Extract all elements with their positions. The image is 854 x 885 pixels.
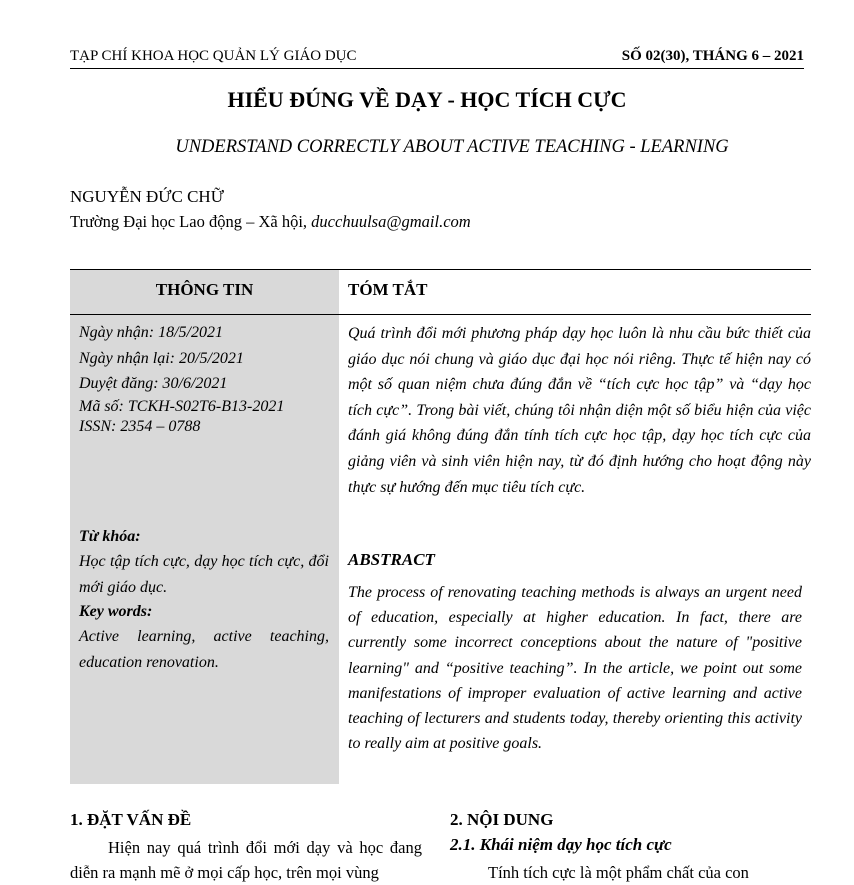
affiliation-text: Trường Đại học Lao động – Xã hội, — [70, 212, 312, 231]
article-subtitle: UNDERSTAND CORRECTLY ABOUT ACTIVE TEACHING - LEARNING — [175, 137, 729, 157]
revised-date: Ngày nhận lại: 20/5/2021 — [79, 349, 244, 367]
article-title: HIỂU ĐÚNG VỀ DẠY - HỌC TÍCH CỰC — [227, 87, 627, 112]
table-top-rule — [70, 269, 811, 270]
section-1-heading: 1. ĐẶT VẤN ĐỀ — [70, 810, 192, 829]
summary-vietnamese: Quá trình đổi mới phương pháp dạy học luôn là nhu cầu bức thiết của giáo dục nói chung và giáo dục đại học nói riêng. Thực tế hiện nay có một số quan niệm chưa đúng đắn về “tích cực học tập” và “dạy học tích cực”. Trong bài viết, chúng tôi nhận diện một số biểu hiện của việc đánh giá không đúng đắn tính tích cực học tập, dạy học tích cực của giảng viên và sinh viên hiện nay, từ đó định hướng cho hoạt động này thực sự hướng đến mục tiêu tích cực. — [348, 325, 811, 496]
article-metadata — [79, 320, 334, 437]
abstract-heading: ABSTRACT — [348, 550, 435, 569]
info-header: THÔNG TIN — [155, 280, 254, 299]
accepted-date: Duyệt đăng: 30/6/2021 — [79, 375, 228, 392]
article-code: Mã số: TCKH-S02T6-B13-2021 — [79, 397, 285, 415]
journal-name: TẠP CHÍ KHOA HỌC QUẢN LÝ GIÁO DỤC — [70, 48, 357, 64]
issn: ISSN: 2354 – 0788 — [79, 417, 201, 435]
summary-header: TÓM TẮT — [348, 280, 428, 299]
abstract-english: The process of renovating teaching methods is always an urgent need of education, especially at higher education. In fact, there are currently some incorrect conceptions about the nature of "positive learning" and “positive teaching”. In the article, we point out some manifestations of improper evaluation of active learning and active teaching of lecturers and students today, thereby orienting this activity to really aim at positive goals. — [348, 584, 802, 753]
keywords-en-label: Key words: — [79, 603, 153, 620]
received-date: Ngày nhận: 18/5/2021 — [79, 324, 223, 341]
author-affiliation — [70, 212, 471, 232]
section-2-1-heading: 2.1. Khái niệm dạy học tích cực — [450, 835, 672, 854]
author-name: NGUYỄN ĐỨC CHỮ — [70, 187, 224, 206]
issue-info: SỐ 02(30), THÁNG 6 – 2021 — [621, 48, 804, 64]
keywords-block — [79, 525, 329, 675]
section-1-text: Hiện nay quá trình đổi mới dạy và học đang diễn ra mạnh mẽ ở mọi cấp học, trên mọi vùng — [70, 838, 422, 882]
keywords-vi: Học tập tích cực, dạy học tích cực, đổi mới giáo dục. — [79, 553, 329, 596]
header-rule — [70, 68, 804, 69]
section-2-heading: 2. NỘI DUNG — [450, 810, 554, 829]
keywords-vi-label: Từ khóa: — [79, 528, 141, 545]
section-2-text: Tính tích cực là một phẩm chất của con — [488, 863, 749, 882]
author-email[interactable]: ducchuulsa@gmail.com — [311, 212, 471, 231]
keywords-en: Active learning, active teaching, education renovation. — [79, 628, 329, 671]
table-header-rule — [70, 314, 811, 315]
